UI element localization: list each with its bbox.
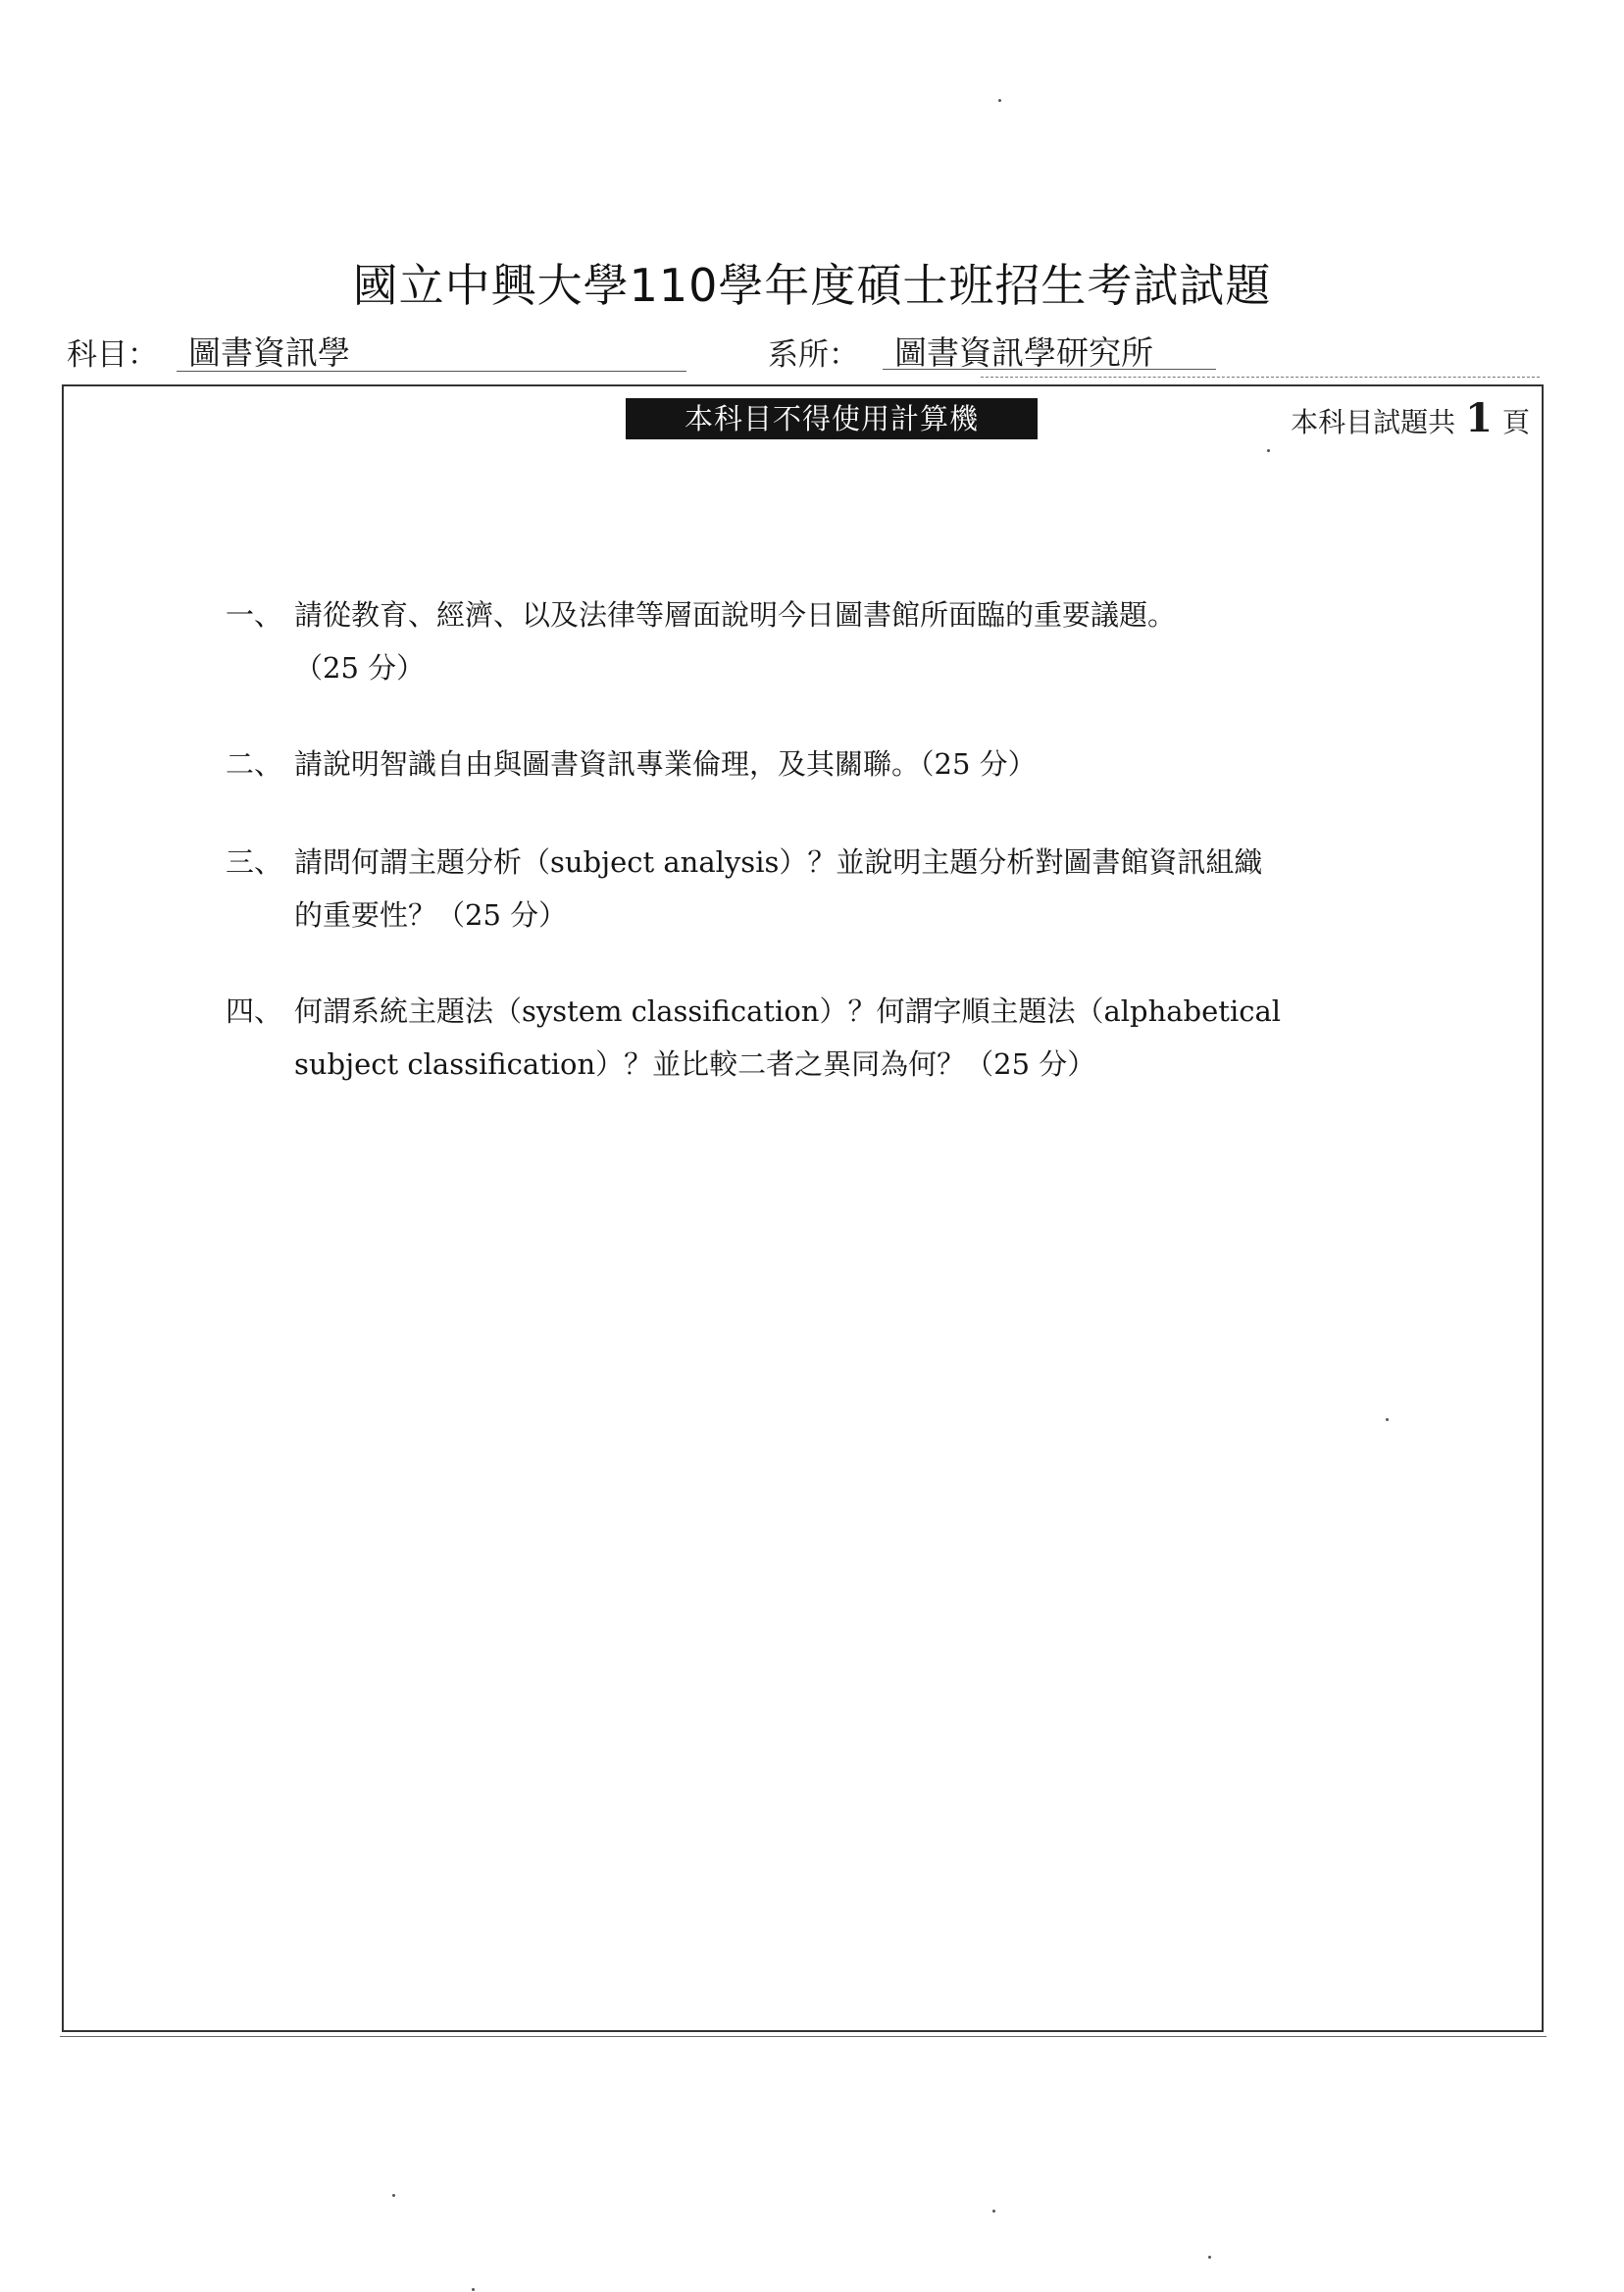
department-underline (883, 369, 1216, 370)
question-4 (226, 985, 1402, 1091)
question-text: 請從教育、經濟、以及法律等層面說明今日圖書館所面臨的重要議題。 (294, 598, 1177, 632)
scan-speck (392, 2194, 395, 2197)
question-text-continued: subject classification）？並比較二者之異同為何？（25 分） (294, 1047, 1096, 1081)
no-calculator-banner: 本科目不得使用計算機 (626, 398, 1038, 439)
scan-speck (998, 99, 1001, 102)
scan-speck (472, 2288, 475, 2291)
subject-underline (177, 371, 686, 372)
question-text: 請問何謂主題分析（subject analysis）？並說明主題分析對圖書館資訊組織 (294, 845, 1263, 879)
question-text: 請說明智識自由與圖書資訊專業倫理，及其關聯。（25 分） (294, 747, 1037, 781)
scan-speck (1208, 2256, 1211, 2259)
question-3 (226, 836, 1402, 942)
question-text-continued: （25 分） (294, 651, 426, 685)
page-count-prefix: 本科目試題共 (1291, 406, 1456, 438)
page-count (1291, 395, 1530, 441)
subject-label: 科目： (67, 337, 158, 373)
question-2 (226, 738, 1402, 790)
question-number: 四、 (226, 994, 283, 1028)
question-1 (226, 588, 1402, 694)
question-text: 何謂系統主題法（system classification）？何謂字順主題法（alphabetical (294, 994, 1282, 1028)
page-count-suffix: 頁 (1501, 406, 1530, 438)
question-text-continued: 的重要性？（25 分） (294, 898, 568, 932)
scan-speck (1386, 1418, 1389, 1421)
subject-value: 圖書資訊學 (188, 333, 350, 372)
page-count-number: 1 (1465, 395, 1493, 441)
scan-speck (1267, 449, 1270, 452)
department-label: 系所： (768, 337, 859, 373)
department-dashed-line (981, 377, 1540, 378)
question-number: 二、 (226, 747, 283, 781)
department-value: 圖書資訊學研究所 (894, 333, 1153, 372)
question-number: 三、 (226, 845, 283, 879)
exam-title: 國立中興大學110學年度碩士班招生考試試題 (352, 259, 1272, 312)
scan-speck (992, 2210, 995, 2213)
question-number: 一、 (226, 598, 283, 632)
box-bottom-line (60, 2036, 1547, 2037)
